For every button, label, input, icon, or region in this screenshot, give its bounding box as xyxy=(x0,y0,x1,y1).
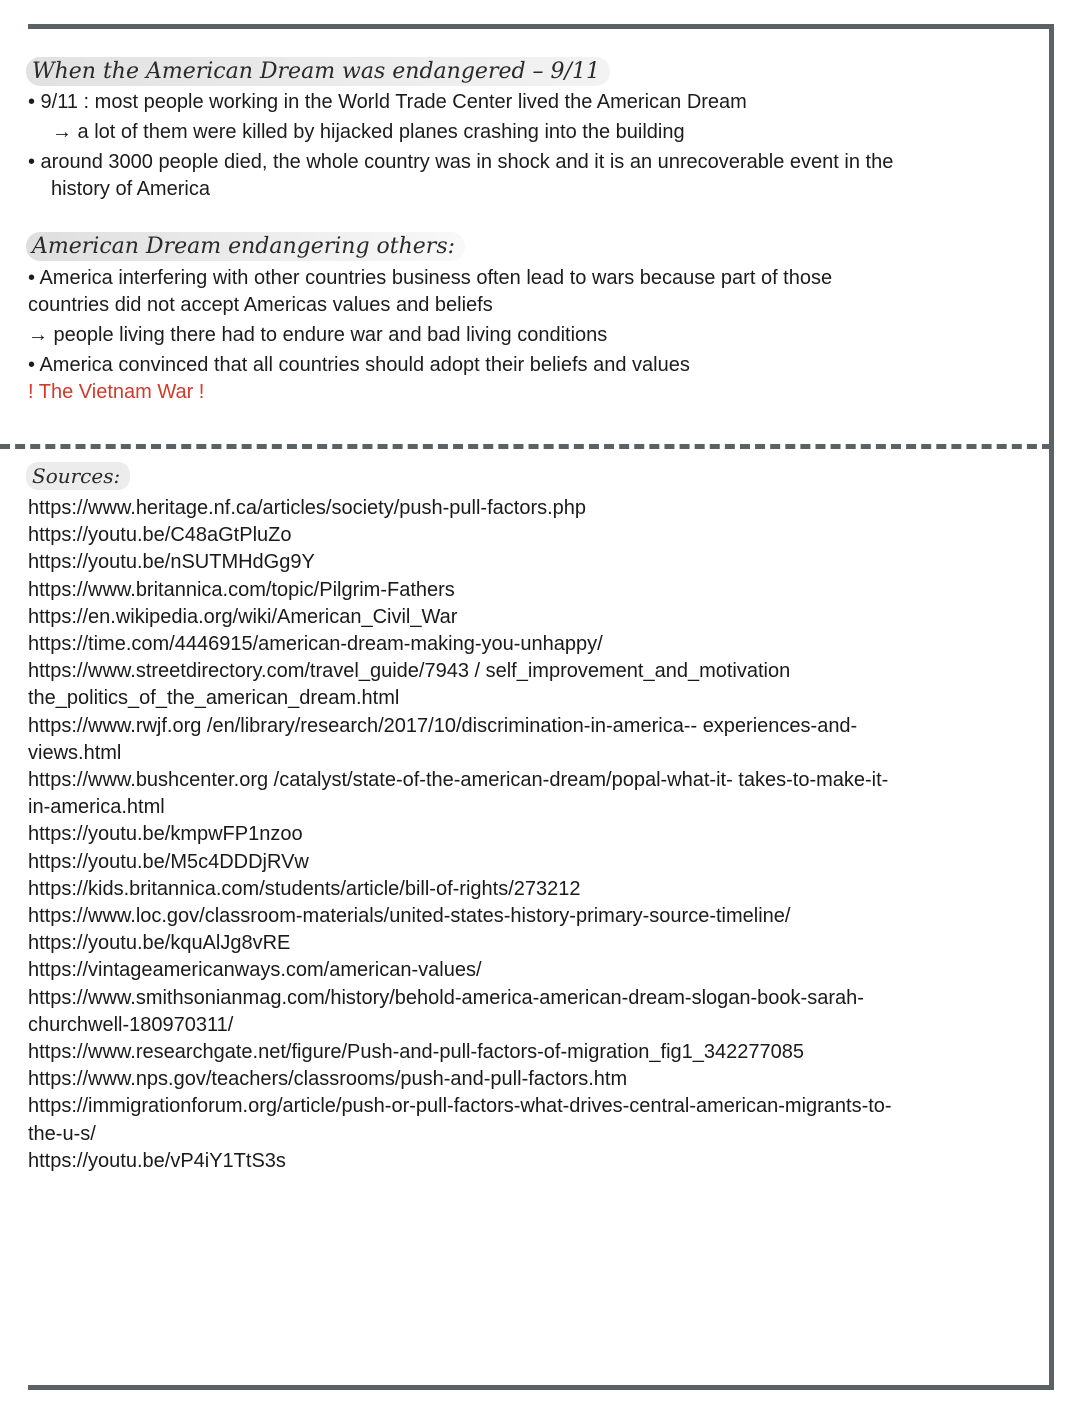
source-link-line[interactable]: https://www.britannica.com/topic/Pilgrim-Fathers xyxy=(28,578,455,601)
source-link-line[interactable]: https://youtu.be/M5c4DDDjRVw xyxy=(28,850,309,873)
bullet-line: • 9/11 : most people working in the World Trade Center lived the American Dream xyxy=(28,91,747,113)
section-divider xyxy=(0,444,1052,449)
source-link-line[interactable]: views.html xyxy=(28,741,122,764)
source-link-line[interactable]: https://youtu.be/vP4iY1TtS3s xyxy=(28,1149,286,1172)
source-link-line[interactable]: https://kids.britannica.com/students/article/bill-of-rights/273212 xyxy=(28,877,581,900)
page-frame-top xyxy=(28,24,1054,29)
source-link-line[interactable]: in-america.html xyxy=(28,796,165,819)
source-link-line[interactable]: https://time.com/4446915/american-dream-making-you-unhappy/ xyxy=(28,633,603,656)
arrow-line: → a lot of them were killed by hijacked planes crashing into the building xyxy=(52,121,685,143)
source-link-line[interactable]: churchwell-180970311/ xyxy=(28,1013,234,1036)
vietnam-war-highlight: ! The Vietnam War ! xyxy=(28,381,205,403)
sources-heading: Sources: xyxy=(26,462,130,490)
source-link-line[interactable]: https://www.smithsonianmag.com/history/behold-america-american-dream-slogan-book-sarah- xyxy=(28,986,864,1009)
source-link-line[interactable]: https://www.heritage.nf.ca/articles/society/push-pull-factors.php xyxy=(28,497,587,519)
sources-list xyxy=(28,495,1048,1175)
source-link-line[interactable]: https://en.wikipedia.org/wiki/American_Civil_War xyxy=(28,605,458,628)
section-heading-endangering-others: American Dream endangering others: xyxy=(26,232,465,261)
source-link-line[interactable]: the-u-s/ xyxy=(28,1122,96,1145)
continuation-line: countries did not accept Americas values and beliefs xyxy=(28,294,493,316)
page-frame-bottom xyxy=(28,1385,1054,1390)
source-link-line[interactable]: the_politics_of_the_american_dream.html xyxy=(28,687,400,710)
source-link-line[interactable]: https://www.streetdirectory.com/travel_guide/7943 / self_improvement_and_motivation xyxy=(28,660,791,683)
source-link-line[interactable]: https://youtu.be/nSUTMHdGg9Y xyxy=(28,551,315,574)
source-link-line[interactable]: https://immigrationforum.org/article/push-or-pull-factors-what-drives-central-american-migrants-to- xyxy=(28,1095,892,1118)
section-heading-9-11: When the American Dream was endangered – 9/11 xyxy=(26,57,610,86)
source-link-line[interactable]: https://www.nps.gov/teachers/classrooms/push-and-pull-factors.htm xyxy=(28,1068,628,1091)
bullet-line: • around 3000 people died, the whole country was in shock and it is an unrecoverable event in the xyxy=(28,151,894,173)
source-link-line[interactable]: https://www.loc.gov/classroom-materials/united-states-history-primary-source-timeline/ xyxy=(28,905,791,928)
source-link-line[interactable]: https://youtu.be/C48aGtPluZo xyxy=(28,524,292,547)
arrow-line: → people living there had to endure war and bad living conditions xyxy=(28,324,608,346)
source-link-line[interactable]: https://www.bushcenter.org /catalyst/state-of-the-american-dream/popal-what-it- takes-to-make-it- xyxy=(28,769,889,792)
source-link-line[interactable]: https://vintageamericanways.com/american-values/ xyxy=(28,959,482,982)
bullet-line: • America interfering with other countries business often lead to wars because part of those xyxy=(28,267,833,289)
source-link-line[interactable]: https://www.researchgate.net/figure/Push-and-pull-factors-of-migration_fig1_342277085 xyxy=(28,1041,804,1064)
source-link-line[interactable]: https://youtu.be/kquAlJg8vRE xyxy=(28,932,291,955)
bullet-line: • America convinced that all countries should adopt their beliefs and values xyxy=(28,354,690,376)
source-link-line[interactable]: https://youtu.be/kmpwFP1nzoo xyxy=(28,823,303,846)
page-frame-right xyxy=(1049,24,1054,1390)
continuation-line: history of America xyxy=(51,178,210,200)
source-link-line[interactable]: https://www.rwjf.org /en/library/research/2017/10/discrimination-in-america-- experiences-and- xyxy=(28,714,858,737)
